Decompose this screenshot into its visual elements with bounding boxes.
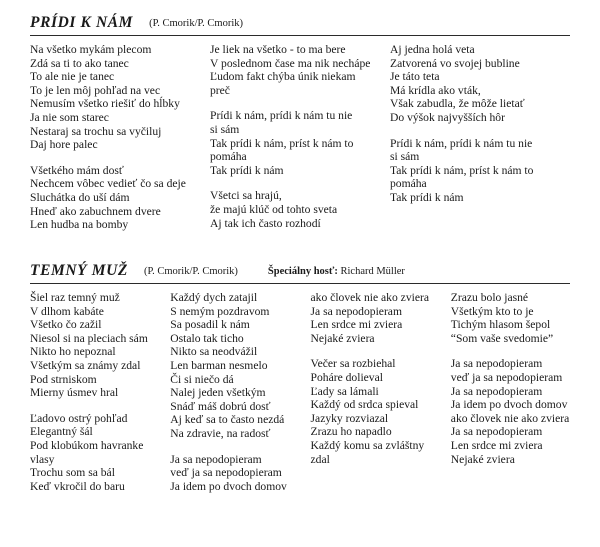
lyric-line: Aj tak ich často rozhodí — [210, 216, 321, 230]
lyric-line: Poháre dolieval — [310, 370, 383, 384]
lyric-line: To je len môj pohľad na vec — [30, 83, 161, 97]
lyrics-column — [390, 43, 570, 217]
lyric-line: Každý komu sa zvláštny — [310, 438, 425, 452]
stanza — [170, 291, 302, 441]
lyric-line: V poslednom čase ma nik nechápe — [210, 56, 371, 70]
lyric-line: Pod strniskom — [30, 372, 97, 386]
lyric-line: ako človek nie ako zviera — [310, 291, 429, 304]
stanza — [390, 137, 562, 205]
lyric-line: pomáha — [390, 177, 427, 191]
lyric-line: zdal — [310, 452, 330, 466]
song-block-pridi-k-nam — [0, 14, 600, 244]
lyric-line: Na zdravie, na radosť — [170, 426, 271, 440]
lyrics-columns — [0, 291, 600, 505]
lyric-line: Nalej jeden všetkým — [170, 386, 266, 400]
lyrics-column — [210, 43, 390, 242]
lyric-line: Všetkým kto to je — [450, 304, 534, 318]
lyric-line: Všetkého mám dosť — [30, 163, 124, 177]
lyric-line: veď ja sa nepodopieram — [450, 370, 563, 384]
lyric-line: Sluchátka do uší dám — [30, 190, 130, 204]
stanza — [390, 43, 562, 125]
lyric-line: Tak prídi k nám — [210, 163, 284, 177]
lyric-line: Je liek na všetko - to ma bere — [210, 43, 346, 56]
lyric-line: Nestaraj sa trochu sa vyčiluj — [30, 124, 162, 138]
stanza — [311, 291, 443, 345]
lyric-line: Ja sa nepodopieram — [450, 384, 543, 398]
stanza — [210, 109, 382, 177]
lyric-line: Ja idem po dvoch domov — [170, 479, 287, 493]
lyric-line: Zrazu ho napadlo — [310, 425, 392, 439]
lyric-line: Zatvorená vo svojej bubline — [390, 56, 520, 70]
lyric-line: Prídi k nám, prídi k nám tu nie — [390, 136, 533, 150]
stanza — [210, 43, 382, 97]
stanza — [210, 189, 382, 230]
lyric-line: Len srdce mi zviera — [450, 438, 543, 452]
lyric-line: Sa posadil k nám — [170, 318, 250, 332]
guest-name: Richard Müller — [340, 266, 405, 277]
song-credit: (P. Cmorik/P. Cmorik) — [143, 266, 238, 277]
lyrics-column — [30, 291, 170, 505]
lyric-line: Ľadovo ostrý pohľad — [30, 411, 128, 425]
lyric-line: Ja nie som starec — [30, 110, 109, 124]
lyric-line: Pod klobúkom havranke — [30, 438, 144, 452]
lyric-line: Len barman nesmelo — [170, 358, 268, 372]
lyric-line: si sám — [390, 150, 420, 164]
divider-rule — [30, 35, 570, 36]
lyric-line: Ja sa nepodopieram — [450, 425, 543, 439]
lyric-line: Šiel raz temný muž — [30, 291, 120, 304]
lyrics-column — [170, 291, 310, 493]
song-guest — [268, 266, 405, 277]
lyrics-column — [30, 43, 210, 244]
lyric-line: Všetko čo zažil — [30, 318, 102, 332]
lyric-line: To ale nie je tanec — [30, 70, 115, 84]
lyric-line: Každý od srdca spieval — [310, 398, 419, 412]
stanza — [451, 291, 592, 345]
lyric-line: že majú klúč od tohto sveta — [210, 202, 338, 216]
lyric-line: Všetci sa hrajú, — [210, 189, 282, 203]
song-header — [0, 262, 600, 284]
lyric-line: Aj keď sa to často nezdá — [170, 413, 285, 427]
lyric-line: Ja idem po dvoch domov — [450, 398, 568, 412]
lyric-line: Ľady sa lámali — [310, 384, 379, 398]
song-credit: (P. Cmorik/P. Cmorik) — [149, 18, 244, 29]
lyric-line: Každý dych zatajil — [170, 291, 258, 304]
lyric-line: Zrazu bolo jasné — [450, 291, 529, 304]
lyric-line: Večer sa rozbiehal — [310, 357, 396, 371]
lyrics-column — [451, 291, 600, 478]
lyric-line: Všetkým sa známy zdal — [30, 358, 141, 372]
lyric-line: Je táto teta — [390, 70, 440, 84]
lyric-line: si sám — [210, 122, 240, 136]
guest-label: Špeciálny hosť: — [267, 266, 338, 277]
lyrics-column — [311, 291, 451, 478]
lyric-line: Tak prídi k nám, príst k nám to — [210, 136, 354, 150]
lyric-line: ako človek nie ako zviera — [450, 411, 570, 425]
lyric-line: Nejaké zviera — [450, 452, 515, 466]
song-header — [0, 14, 600, 36]
lyric-line: preč — [210, 83, 230, 97]
lyric-line: Keď vkročil do baru — [30, 479, 125, 493]
lyric-line: pomáha — [210, 150, 247, 164]
stanza — [451, 357, 592, 466]
stanza — [30, 43, 202, 152]
lyric-line: V dlhom kabáte — [30, 304, 104, 318]
lyric-line: Ja sa nepodopieram — [450, 357, 543, 371]
stanza — [30, 412, 162, 494]
stanza — [170, 453, 302, 494]
lyric-line: Ja sa nepodopieram — [170, 452, 262, 466]
lyric-line: Nikto sa neodvážil — [170, 345, 258, 359]
lyric-line: Tak prídi k nám, príst k nám to — [390, 163, 534, 177]
song-title: TEMNÝ MUŽ — [30, 262, 128, 279]
lyric-line: Jazyky rozviazal — [310, 411, 389, 425]
lyric-line: Prídi k nám, prídi k nám tu nie — [210, 109, 353, 123]
stanza — [311, 357, 443, 466]
lyric-line: Ja sa nepodopieram — [310, 304, 402, 318]
lyric-line: Daj hore palec — [30, 138, 98, 152]
lyric-line: vlasy — [30, 452, 55, 466]
lyric-line: Nechcem vôbec vedieť čo sa deje — [30, 177, 186, 191]
lyric-line: Trochu som sa bál — [30, 466, 115, 480]
lyric-line: Do výšok najvyšších hôr — [390, 110, 505, 124]
stanza — [30, 291, 162, 400]
lyric-line: Nejaké zviera — [310, 331, 375, 345]
lyric-line: Hneď ako zabuchnem dvere — [30, 204, 161, 218]
lyric-line: S nemým pozdravom — [170, 304, 270, 318]
lyrics-columns — [0, 43, 600, 244]
lyric-line: Nemusím všetko riešiť do hĺbky — [30, 97, 180, 111]
lyric-line: Tak prídi k nám — [390, 190, 464, 204]
lyric-line: Tichým hlasom šepol — [450, 318, 551, 332]
lyric-line: Má krídla ako vták, — [390, 83, 481, 97]
lyric-line: Mierny úsmev hral — [30, 386, 119, 400]
lyric-line: Zdá sa ti to ako tanec — [30, 56, 129, 70]
lyric-line: Snáď máš dobrú dosť — [170, 399, 271, 413]
lyric-line: Ľudom fakt chýba únik niekam — [210, 70, 356, 84]
lyric-line: Len srdce mi zviera — [310, 318, 403, 332]
stanza — [30, 164, 202, 232]
divider-rule — [30, 283, 570, 284]
lyric-line: Na všetko mykám plecom — [30, 43, 152, 56]
song-block-temny-muz — [0, 262, 600, 505]
lyric-line: “Som vaše svedomie” — [450, 331, 554, 345]
lyric-line: Ostalo tak ticho — [170, 331, 244, 345]
lyric-line: Elegantný šál — [30, 425, 93, 439]
lyric-line: Však zabudla, že môže lietať — [390, 97, 525, 111]
lyric-line: Nikto ho nepoznal — [30, 345, 116, 359]
lyric-line: Len hudba na bomby — [30, 218, 129, 232]
lyric-line: Či si niečo dá — [170, 372, 234, 386]
lyric-line: Niesol si na pleciach sám — [30, 331, 148, 345]
lyric-line: Aj jedna holá veta — [390, 43, 475, 56]
song-title: PRÍDI K NÁM — [30, 14, 134, 31]
lyric-line: veď ja sa nepodopieram — [170, 466, 282, 480]
